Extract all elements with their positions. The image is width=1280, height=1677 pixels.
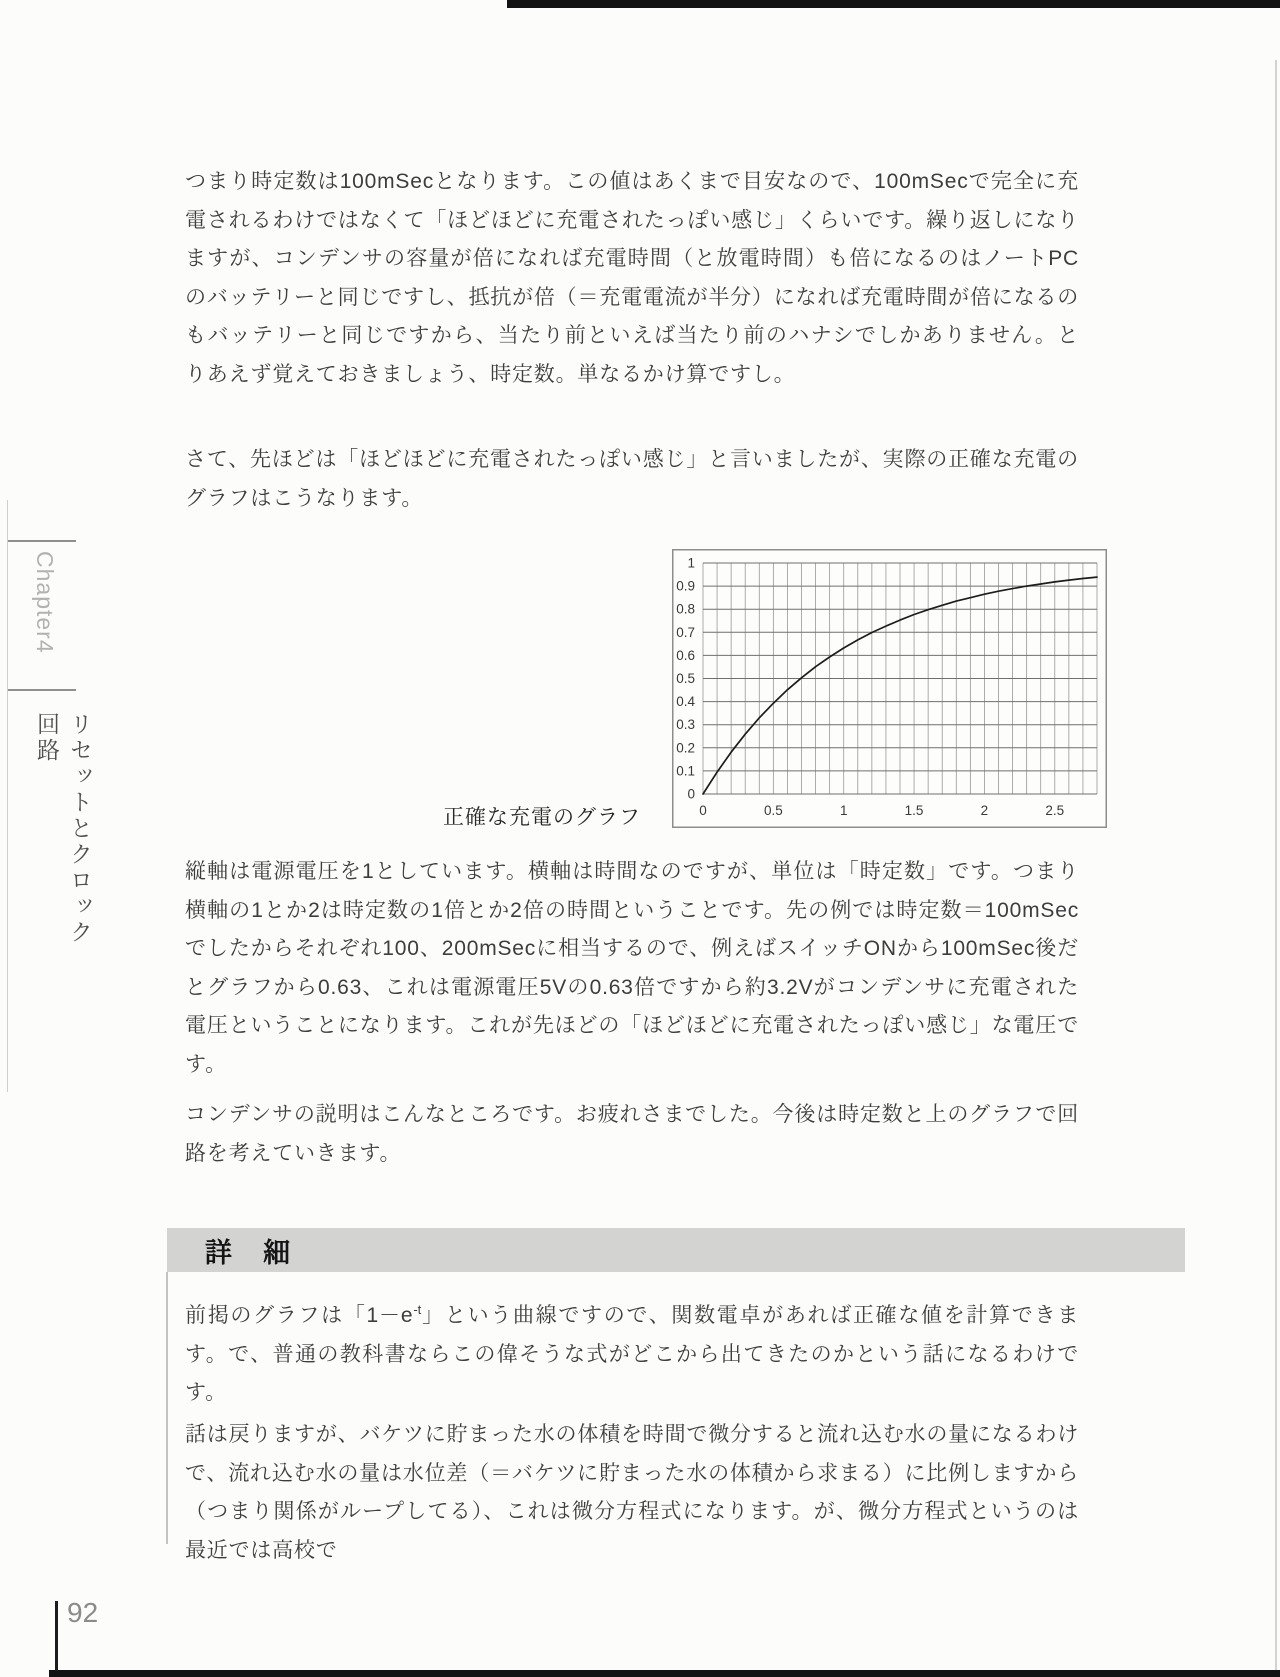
detail-section-header	[167, 1228, 1185, 1272]
detail-paragraph-differential: 話は戻りますが、バケツに貯まった水の体積を時間で微分すると流れ込む水の量になるわけで、流れ込む水の量は水位差（＝バケツに貯まった水の体積から求まる）に比例しますから（つまり関係がループしてる）、これは微分方程式になります。が、微分方程式というのは最近では高校で	[185, 1423, 1079, 1562]
svg-text:0: 0	[687, 786, 695, 802]
chart-caption: 正確な充電のグラフ	[443, 806, 641, 829]
svg-text:0.3: 0.3	[676, 717, 695, 733]
detail-paragraph-formula	[185, 1291, 1079, 1413]
detail-formula-text-after: 」という曲線ですので、関数電卓があれば正確な値を計算できます。で、普通の教科書ならこの偉そうな式がどこから出てきたのかという話になるわけです。	[185, 1304, 1079, 1405]
chapter-tick-top	[8, 540, 76, 542]
svg-text:0.6: 0.6	[676, 647, 695, 663]
paragraph-capacitor-wrapup: コンデンサの説明はこんなところです。お疲れさまでした。今後は時定数と上のグラフで回路を考えていきます。	[185, 1103, 1079, 1165]
sidebar-edge-line	[7, 500, 8, 1092]
svg-text:1.5: 1.5	[904, 803, 924, 818]
paragraph-graph-intro: さて、先ほどは「ほどほどに充電されたっぽい感じ」と言いましたが、実際の正確な充電のグラフはこうなります。	[185, 448, 1079, 510]
chart-svg	[672, 549, 1107, 828]
svg-text:0: 0	[699, 803, 707, 818]
chapter-label: Chapter4	[32, 551, 58, 654]
paragraph-time-constant: つまり時定数は100mSecとなります。この値はあくまで目安なので、100mSecで完全に充電されるわけではなくて「ほどほどに充電されたっぽい感じ」くらいです。繰り返しになりますが、コンデンサの容量が倍になれば充電時間（と放電時間）も倍になるのはノートPCのバッテリーと同じですし、抵抗が倍（＝充電電流が半分）になれば充電時間が倍になるのもバッテリーと同じですから、当たり前といえば当たり前のハナシでしかありません。とりあえず覚えておきましょう、時定数。単なるかけ算ですし。	[185, 170, 1079, 386]
svg-text:0.4: 0.4	[676, 694, 695, 710]
svg-text:0.9: 0.9	[676, 578, 695, 594]
svg-text:0.1: 0.1	[676, 763, 695, 779]
detail-section-title: 詳 細	[205, 1237, 292, 1268]
charging-curve-chart	[672, 549, 1107, 828]
svg-text:0.7: 0.7	[676, 624, 695, 640]
detail-formula-text-before: 前掲のグラフは「1－e	[185, 1304, 414, 1327]
chapter-title: リセットとクロック回路	[34, 712, 93, 946]
chapter-tick-bottom	[8, 689, 76, 691]
svg-text:0.5: 0.5	[763, 803, 783, 818]
exponent-minus-t: -t	[413, 1302, 422, 1317]
paragraph-axis-explanation: 縦軸は電源電圧を1としています。横軸は時間なのですが、単位は「時定数」です。つまり横軸の1とか2は時定数の1倍とか2倍の時間ということです。先の例では時定数＝100mSecでしたからそれぞれ100、200mSecに相当するので、例えばスイッチONから100mSec後だとグラフから0.63、これは電源電圧5Vの0.63倍ですから約3.2Vがコンデンサに充電された電圧ということになります。これが先ほどの「ほどほどに充電されたっぽい感じ」な電圧です。	[185, 860, 1079, 1076]
svg-text:2: 2	[980, 803, 989, 818]
svg-text:1: 1	[687, 555, 695, 571]
page-right-edge-shadow	[1275, 60, 1277, 1670]
svg-text:1: 1	[839, 803, 848, 818]
svg-text:0.5: 0.5	[676, 671, 695, 686]
svg-text:0.8: 0.8	[676, 601, 695, 617]
page-number-rule	[55, 1601, 58, 1671]
svg-text:0.2: 0.2	[676, 740, 695, 756]
bottom-edge-scan-bar	[49, 1670, 1280, 1677]
page-number: 92	[67, 1597, 99, 1628]
top-edge-scan-bar	[507, 0, 1280, 8]
svg-text:2.5: 2.5	[1045, 803, 1065, 818]
detail-section-left-rule	[166, 1272, 168, 1544]
